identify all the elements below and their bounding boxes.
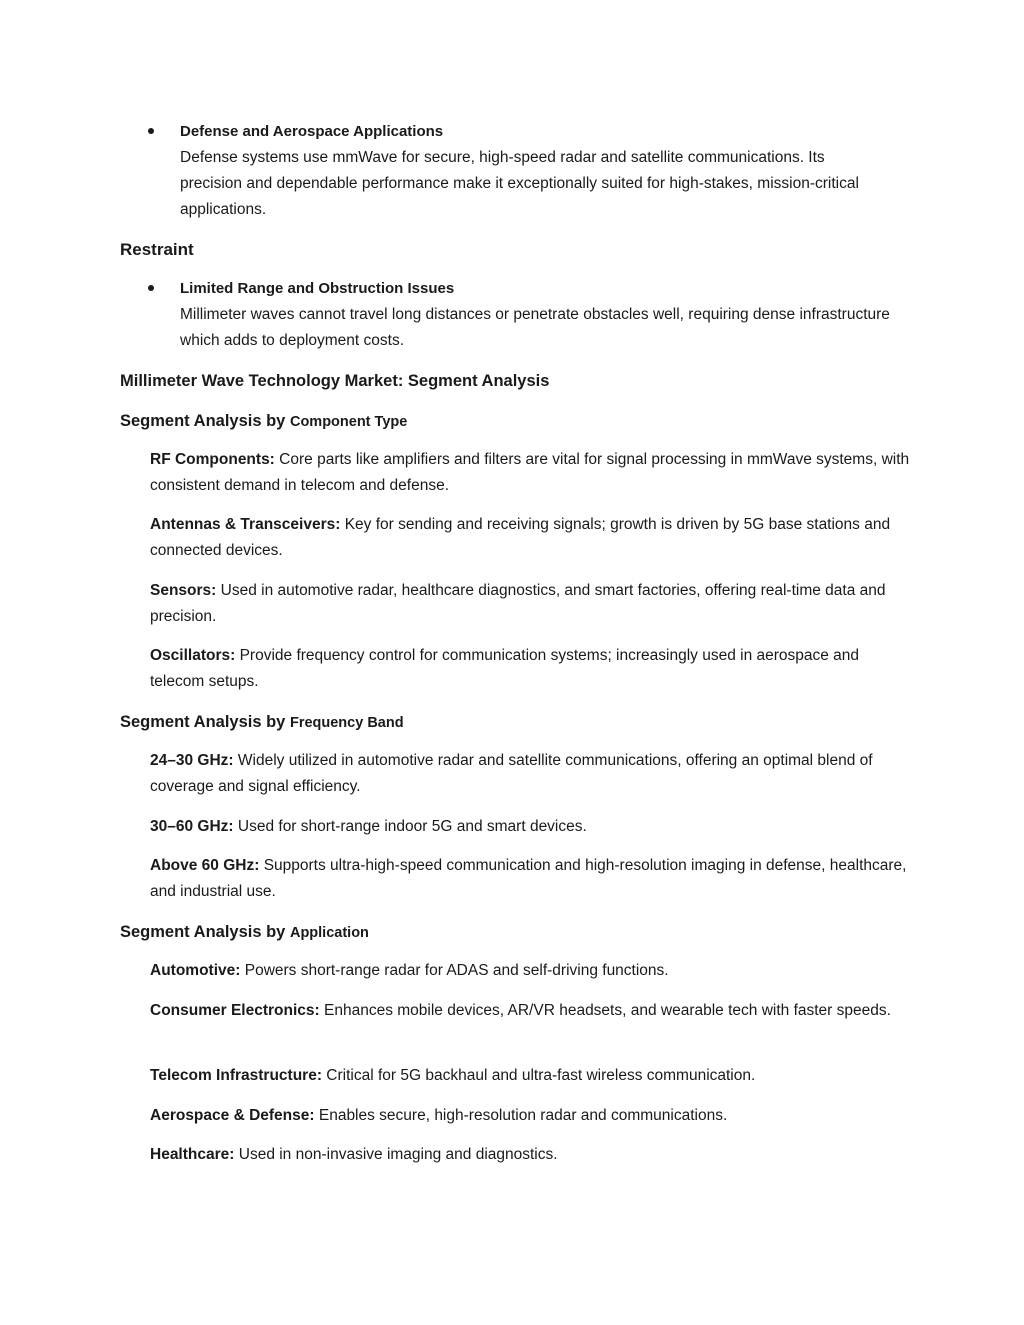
segment-item-text: Used in non-invasive imaging and diagnostics. xyxy=(238,1146,558,1163)
segment-item-lead: Healthcare: xyxy=(150,1146,235,1163)
subheading-application xyxy=(120,919,369,946)
bullet-icon xyxy=(148,128,154,134)
segment-item-text: Powers short-range radar for ADAS and self-driving functions. xyxy=(244,962,669,979)
segment-item-text: Critical for 5G backhaul and ultra-fast wireless communication. xyxy=(326,1067,756,1084)
subheading-component-type xyxy=(120,408,407,435)
segment-item-text: Core parts like amplifiers and filters are vital for signal processing in mmWave systems, with consistent demand in telecom and defense. xyxy=(150,451,910,494)
segment-item-lead: Automotive: xyxy=(150,962,241,979)
segment-item xyxy=(150,578,910,630)
subheading-prefix: Segment Analysis by xyxy=(120,412,286,430)
segment-item-lead: Above 60 GHz: xyxy=(150,857,260,874)
segment-item-text: Enhances mobile devices, AR/VR headsets, and wearable tech with faster speeds. xyxy=(324,1002,891,1019)
segment-item-text: Enables secure, high-resolution radar and communications. xyxy=(318,1107,728,1124)
bullet-icon xyxy=(148,285,154,291)
segment-item-text: Supports ultra-high-speed communication and high-resolution imaging in defense, healthcare, and industrial use. xyxy=(150,857,907,900)
subheading-prefix: Segment Analysis by xyxy=(120,713,286,731)
section-heading-restraint: Restraint xyxy=(120,240,194,259)
segment-item-lead: 24–30 GHz: xyxy=(150,752,234,769)
segment-item-text: Provide frequency control for communication systems; increasingly used in aerospace and telecom setups. xyxy=(150,647,860,690)
bullet-text: Defense systems use mmWave for secure, high-speed radar and satellite communications. Its precision and dependable performance make it exceptionally suited for high-stakes, mission-critical applications. xyxy=(180,149,859,218)
section-heading-segment-analysis: Millimeter Wave Technology Market: Segment Analysis xyxy=(120,372,550,390)
segment-item xyxy=(150,1142,910,1168)
bullet-title: Defense and Aerospace Applications xyxy=(180,123,444,140)
segment-item-lead: Aerospace & Defense: xyxy=(150,1107,315,1124)
segment-item-lead: RF Components: xyxy=(150,451,275,468)
subheading-label: Frequency Band xyxy=(289,715,404,731)
bullet-text: Millimeter waves cannot travel long distances or penetrate obstacles well, requiring dense infrastructure which adds to deployment costs. xyxy=(180,306,890,349)
segment-item-lead: Oscillators: xyxy=(150,647,236,664)
segment-item-text: Used for short-range indoor 5G and smart devices. xyxy=(237,818,587,835)
segment-item-text: Widely utilized in automotive radar and satellite communications, offering an optimal blend of coverage and signal efficiency. xyxy=(150,752,873,795)
segment-item-lead: 30–60 GHz: xyxy=(150,818,234,835)
bullet-item-defense xyxy=(150,119,890,223)
subheading-label: Application xyxy=(289,925,369,941)
segment-item xyxy=(150,1063,910,1089)
segment-item-lead: Consumer Electronics: xyxy=(150,1002,320,1019)
subheading-label: Component Type xyxy=(289,414,408,430)
subheading-prefix: Segment Analysis by xyxy=(120,923,286,941)
segment-item xyxy=(150,447,910,499)
segment-item xyxy=(150,1103,910,1129)
segment-item-text: Used in automotive radar, healthcare diagnostics, and smart factories, offering real-time data and precision. xyxy=(150,582,886,625)
segment-item-text: Key for sending and receiving signals; growth is driven by 5G base stations and connected devices. xyxy=(150,516,891,559)
segment-item xyxy=(150,748,910,800)
segment-item-lead: Telecom Infrastructure: xyxy=(150,1067,322,1084)
segment-item-lead: Sensors: xyxy=(150,582,217,599)
subheading-frequency-band xyxy=(120,709,404,736)
segment-item xyxy=(150,512,910,564)
segment-item xyxy=(150,643,910,695)
segment-item xyxy=(150,814,910,840)
segment-item xyxy=(150,998,910,1024)
segment-item xyxy=(150,853,910,905)
bullet-item-restraint xyxy=(150,276,890,354)
bullet-title: Limited Range and Obstruction Issues xyxy=(180,280,455,297)
segment-item xyxy=(150,958,910,984)
segment-item-lead: Antennas & Transceivers: xyxy=(150,516,341,533)
